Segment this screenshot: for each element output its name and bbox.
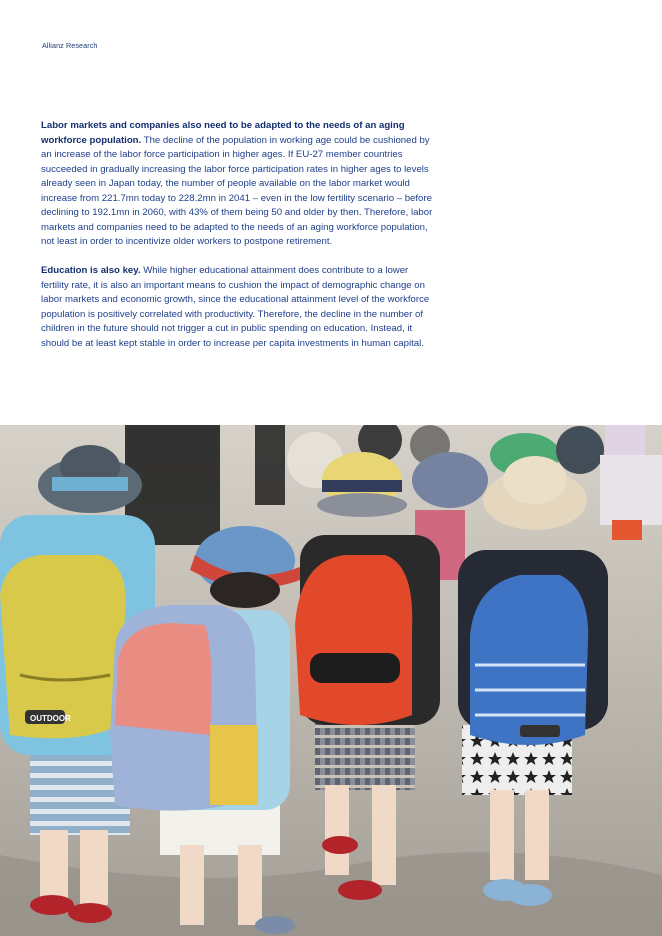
brand-header: Allianz Research [42, 41, 98, 50]
children-backpacks-photo [0, 425, 662, 936]
paragraph-labor-markets [41, 119, 433, 250]
photo-illustration [0, 425, 662, 936]
paragraph-education [41, 264, 433, 351]
paragraph-lead: Labor markets and companies also need to be adapted to the needs of an aging workforce population. [41, 120, 405, 146]
article-body [41, 119, 433, 366]
paragraph-body: The decline of the population in working age could be cushioned by an increase of the labor force participation in higher ages. If EU-27 member countries succeeded in gradually increasing the labor force participation rates in higher ages to levels already seen in Japan today, the number of people available on the labor market would increase from 221.7mn today to 228.2mn in 2041 – even in the low fertility scenario – before declining to 192.1mn in 2060, with 43% of them being 50 and older by then. Therefore, labor markets and companies need to be adapted to the needs of an aging workforce population, not least in order to incentivize older workers to postpone retirement. [41, 134, 433, 247]
paragraph-lead: Education is also key. [41, 265, 141, 276]
backpack-label: OUTDOOR [30, 714, 71, 723]
paragraph-body: While higher educational attainment does contribute to a lower fertility rate, it is also an important means to cushion the impact of demographic change on labor markets and economic growth, since the educational attainment level of the workforce population is positively correlated with productivity. Therefore, the decline in the number of children in the future should not trigger a cut in public spending on education. Instead, it should be at least kept stable in order to increase per capita investments in human capital. [41, 265, 430, 349]
